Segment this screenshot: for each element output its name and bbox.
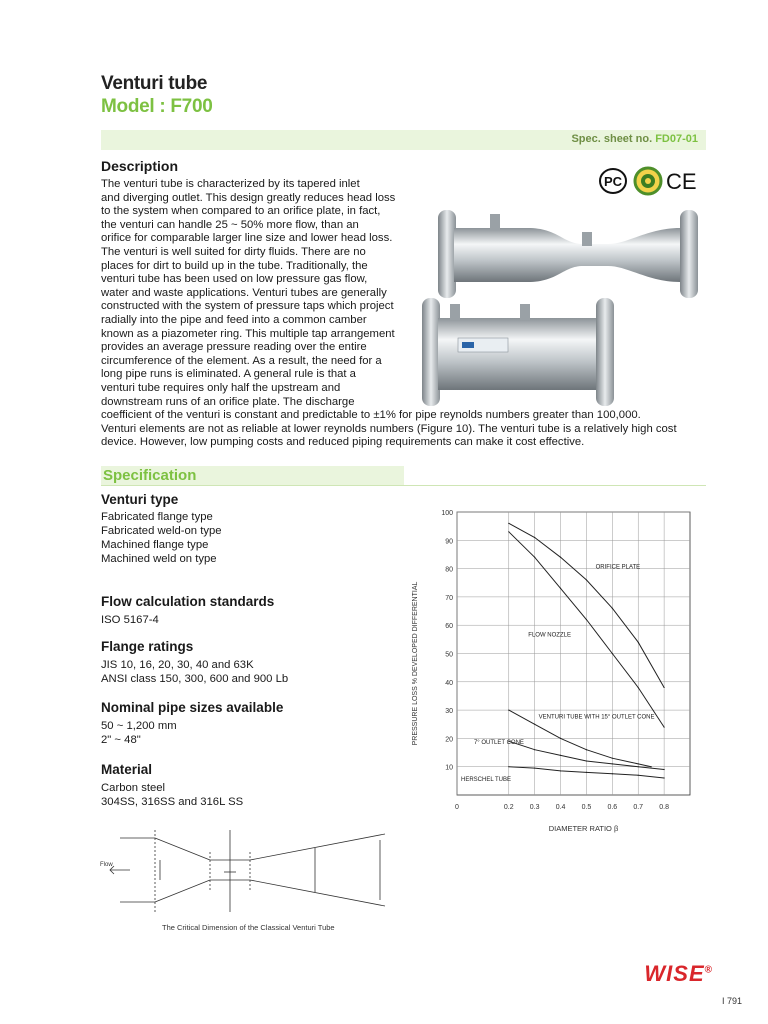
description-line: circumference of the element. As a result, the need for a xyxy=(101,354,382,367)
material-list xyxy=(101,781,401,809)
svg-text:PC: PC xyxy=(604,174,623,189)
data-point xyxy=(586,760,587,761)
data-point xyxy=(508,710,509,711)
data-point xyxy=(638,766,639,767)
data-point xyxy=(612,773,613,774)
document-title: Venturi tube xyxy=(101,73,208,94)
data-point xyxy=(651,766,652,767)
flow-standards-group xyxy=(101,594,401,627)
x-tick-label: 0.6 xyxy=(607,804,618,811)
data-point xyxy=(560,738,561,739)
y-tick-label: 40 xyxy=(445,679,453,687)
data-point xyxy=(534,557,535,558)
description-line: coefficient of the venturi is constant and predictable to ±1% for pipe reynolds numbers greater than 100,000. xyxy=(101,409,641,422)
data-point xyxy=(612,608,613,609)
list-item: Machined weld on type xyxy=(101,553,217,565)
flange-ratings-heading: Flange ratings xyxy=(101,639,194,654)
data-point xyxy=(560,557,561,558)
pressure-loss-chart xyxy=(405,500,705,840)
x-tick-label: 0.5 xyxy=(581,804,592,811)
data-point xyxy=(612,758,613,759)
series-label: FLOW NOZZLE xyxy=(528,632,571,639)
pipe-sizes-group xyxy=(101,700,401,747)
y-tick-label: 20 xyxy=(445,736,453,744)
data-point xyxy=(560,755,561,756)
x-tick-label: 0.8 xyxy=(659,804,669,811)
description-line: and diverging outlet. This design greatly reduces head loss xyxy=(101,191,396,204)
data-point xyxy=(586,579,587,580)
x-tick-label: 0.2 xyxy=(503,804,514,811)
x-tick-label: 0 xyxy=(455,804,459,811)
flow-standards-heading: Flow calculation standards xyxy=(101,594,275,609)
description-line: the venturi can handle 25 ~ 50% more flow, than an xyxy=(101,218,359,231)
description-line: Venturi elements are not as reliable at lower reynolds numbers (Figure 10). The venturi tube is a relatively high cost xyxy=(101,422,677,435)
description-line: provides an average pressure reading over the entire xyxy=(101,341,367,354)
page-number: I 791 xyxy=(721,996,742,1006)
spec-sheet-number: Spec. sheet no. FD07-01 xyxy=(571,133,698,145)
data-point xyxy=(534,724,535,725)
list-item: 50 ~ 1,200 mm xyxy=(101,720,177,732)
description-line: device. However, low pumping costs and reduced piping requirements can make it cost effective. xyxy=(101,436,585,449)
series-label: HERSCHEL TUBE xyxy=(461,776,512,783)
list-item: Fabricated weld-on type xyxy=(101,525,222,537)
flange-ratings-group xyxy=(101,639,401,686)
venturi-type-group xyxy=(101,492,401,566)
description-line: to the system when compared to an orifice plate, in fact, xyxy=(101,205,381,218)
data-point xyxy=(664,769,665,770)
y-tick-label: 90 xyxy=(445,538,453,546)
wise-logo: WISE® xyxy=(644,961,713,986)
model-title: Model : F700 xyxy=(101,96,213,117)
list-item: Machined flange type xyxy=(101,539,209,551)
data-point xyxy=(534,749,535,750)
venturi-type-heading: Venturi type xyxy=(101,492,179,507)
data-point xyxy=(586,772,587,773)
pipe-sizes-heading: Nominal pipe sizes available xyxy=(101,700,284,715)
data-point xyxy=(612,653,613,654)
description-line: venturi tube has been used on low pressure gas flow, xyxy=(101,273,368,286)
specification-section xyxy=(101,466,706,486)
series-label: ORIFICE PLATE xyxy=(595,564,641,571)
description-line: venturi tube requires only half the upstream and xyxy=(101,381,341,394)
data-point xyxy=(560,770,561,771)
series-label: 7° OUTLET CONE xyxy=(473,740,524,747)
material-heading: Material xyxy=(101,762,153,777)
data-point xyxy=(664,777,665,778)
list-item: ANSI class 150, 300, 600 and 900 Lb xyxy=(101,673,289,685)
drawing-caption: The Critical Dimension of the Classical Venturi Tube xyxy=(162,923,335,932)
data-point xyxy=(638,687,639,688)
svg-text:CE: CE xyxy=(666,169,697,194)
venturi-dimension-drawing xyxy=(100,808,400,938)
description-line: known as a piazometer ring. This multiple tap arrangement xyxy=(101,327,395,340)
description-line: downstream runs of an orifice plate. The discharge xyxy=(101,395,355,408)
data-point xyxy=(586,619,587,620)
data-point xyxy=(508,523,509,524)
data-point xyxy=(508,766,509,767)
data-point xyxy=(508,531,509,532)
venturi-tube-photo xyxy=(418,206,718,411)
y-tick-label: 50 xyxy=(445,651,453,659)
y-axis-label: PRESSURE LOSS % DEVELOPED DIFFERENTIAL xyxy=(412,581,419,746)
description-line: The venturi is well suited for dirty fluids. There are no xyxy=(101,245,366,258)
data-point xyxy=(586,749,587,750)
description-line: radially into the pipe and feed into a common camber xyxy=(101,313,367,326)
list-item: Fabricated flange type xyxy=(101,511,213,523)
venturi-type-list xyxy=(101,510,401,566)
description-line: places for dirt to build up in the tube. Traditionally, the xyxy=(101,259,368,272)
list-item: 2" ~ 48" xyxy=(101,734,141,746)
description-line: water and waste applications. Venturi tubes are generally xyxy=(101,286,387,299)
data-point xyxy=(612,763,613,764)
material-group xyxy=(101,762,401,809)
series-label: VENTURI TUBE WITH 15° OUTLET CONE xyxy=(538,714,655,721)
data-point xyxy=(638,642,639,643)
list-item: ISO 5167-4 xyxy=(101,614,159,626)
list-item: Carbon steel xyxy=(101,782,166,794)
y-tick-label: 100 xyxy=(441,510,453,517)
x-axis-label: DIAMETER RATIO β xyxy=(548,824,619,833)
description-line: constructed with the system of pressure taps which project xyxy=(101,300,394,313)
y-tick-label: 30 xyxy=(445,708,453,716)
flow-standards-list xyxy=(101,613,401,627)
description-wide-text xyxy=(101,409,721,450)
description-line: The venturi tube is characterized by its tapered inlet xyxy=(101,178,360,190)
data-point xyxy=(638,775,639,776)
data-point xyxy=(534,768,535,769)
data-point xyxy=(664,687,665,688)
data-point xyxy=(664,726,665,727)
y-tick-label: 10 xyxy=(445,764,453,772)
flow-label: Flow xyxy=(100,862,113,868)
list-item: 304SS, 316SS and 316L SS xyxy=(101,796,244,808)
y-tick-label: 80 xyxy=(445,566,453,574)
description-heading: Description xyxy=(101,158,179,174)
data-point xyxy=(560,588,561,589)
description-line: long pipe runs is eliminated. A general rule is that a xyxy=(101,368,356,381)
pipe-sizes-list xyxy=(101,719,401,747)
y-tick-label: 60 xyxy=(445,623,453,631)
x-tick-label: 0.4 xyxy=(555,804,566,811)
list-item: JIS 10, 16, 20, 30, 40 and 63K xyxy=(101,659,254,671)
data-point xyxy=(534,537,535,538)
description-line: orifice for comparable larger line size and lower head loss. xyxy=(101,232,393,245)
y-tick-label: 70 xyxy=(445,594,453,602)
specification-heading: Specification xyxy=(103,467,197,484)
x-tick-label: 0.7 xyxy=(633,804,644,811)
data-point xyxy=(638,763,639,764)
x-tick-label: 0.3 xyxy=(529,804,540,811)
flange-ratings-list xyxy=(101,658,401,686)
